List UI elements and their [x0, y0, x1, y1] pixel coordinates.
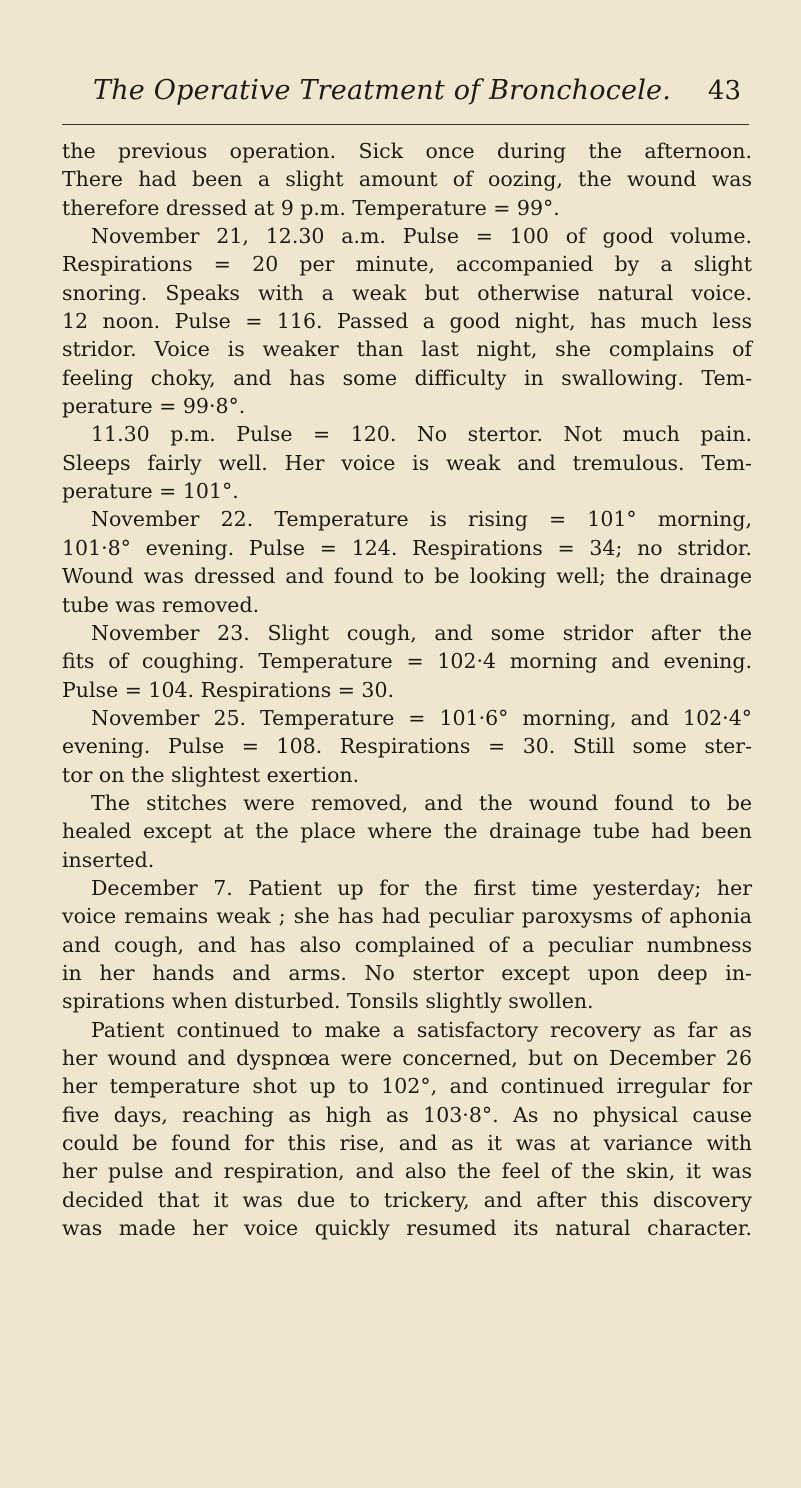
text-line: therefore dressed at 9 p.m. Temperature = 99°.	[62, 195, 560, 220]
text-line: The stitches were removed, and the wound found to be	[91, 790, 752, 815]
text-line: November 23. Slight cough, and some stridor after the	[91, 620, 752, 645]
text-line: stridor. Voice is weaker than last night, she complains of	[62, 337, 752, 362]
text-line: was made her voice quickly resumed its natural character.	[62, 1216, 752, 1241]
text-line: spirations when disturbed. Tonsils slightly swollen.	[62, 989, 594, 1014]
text-line: December 7. Patient up for the first time yesterday; her	[91, 875, 752, 900]
running-title: The Operative Treatment of Bronchocele.	[93, 75, 671, 106]
text-line: five days, reaching as high as 103·8°. As no physical cause	[62, 1102, 752, 1127]
text-line: 101·8° evening. Pulse = 124. Respirations = 34; no stridor.	[62, 535, 752, 560]
text-line: evening. Pulse = 108. Respirations = 30. Still some ster-	[62, 734, 752, 759]
text-line: her temperature shot up to 102°, and continued irregular for	[62, 1074, 752, 1099]
text-line: 11.30 p.m. Pulse = 120. No stertor. Not much pain.	[91, 422, 752, 447]
text-line: could be found for this rise, and as it was at variance with	[62, 1131, 752, 1156]
text-line: November 25. Temperature = 101·6° morning, and 102·4°	[91, 705, 752, 730]
text-line: Pulse = 104. Respirations = 30.	[62, 677, 395, 702]
text-line: Sleeps fairly well. Her voice is weak and tremulous. Tem-	[62, 450, 752, 475]
text-line: voice remains weak ; she has had peculiar paroxysms of aphonia	[62, 904, 752, 929]
text-line: healed except at the place where the drainage tube had been	[62, 819, 752, 844]
text-line: Respirations = 20 per minute, accompanied by a slight	[62, 252, 752, 277]
text-line: 12 noon. Pulse = 116. Passed a good night, has much less	[62, 309, 752, 334]
text-line: November 22. Temperature is rising = 101° morning,	[91, 507, 752, 532]
text-line: tor on the slightest exertion.	[62, 762, 360, 787]
text-line: inserted.	[62, 847, 155, 872]
running-head	[62, 74, 749, 125]
text-line: and cough, and has also complained of a peculiar numbness	[62, 932, 752, 957]
text-line: decided that it was due to trickery, and after this discovery	[62, 1187, 752, 1212]
page-number: 43	[707, 76, 741, 106]
text-line: fits of coughing. Temperature = 102·4 morning and evening.	[62, 649, 752, 674]
text-line: Wound was dressed and found to be looking well; the drainage	[62, 564, 752, 589]
text-line: tube was removed.	[62, 592, 260, 617]
text-line: in her hands and arms. No stertor except upon deep in-	[62, 960, 752, 985]
text-line: feeling choky, and has some difficulty in swallowing. Tem-	[62, 365, 752, 390]
text-line: her pulse and respiration, and also the feel of the skin, it was	[62, 1159, 752, 1184]
text-line: November 21, 12.30 a.m. Pulse = 100 of good volume.	[91, 224, 752, 249]
body-text	[62, 137, 752, 1242]
text-line: the previous operation. Sick once during the afternoon.	[62, 139, 752, 163]
text-line: her wound and dyspnœa were concerned, but on December 26	[62, 1046, 752, 1070]
text-line: There had been a slight amount of oozing, the wound was	[62, 167, 752, 192]
text-line: perature = 99·8°.	[62, 394, 246, 419]
text-line: perature = 101°.	[62, 479, 239, 504]
text-line: Patient continued to make a satisfactory recovery as far as	[91, 1017, 752, 1042]
text-line: snoring. Speaks with a weak but otherwise natural voice.	[62, 280, 752, 305]
